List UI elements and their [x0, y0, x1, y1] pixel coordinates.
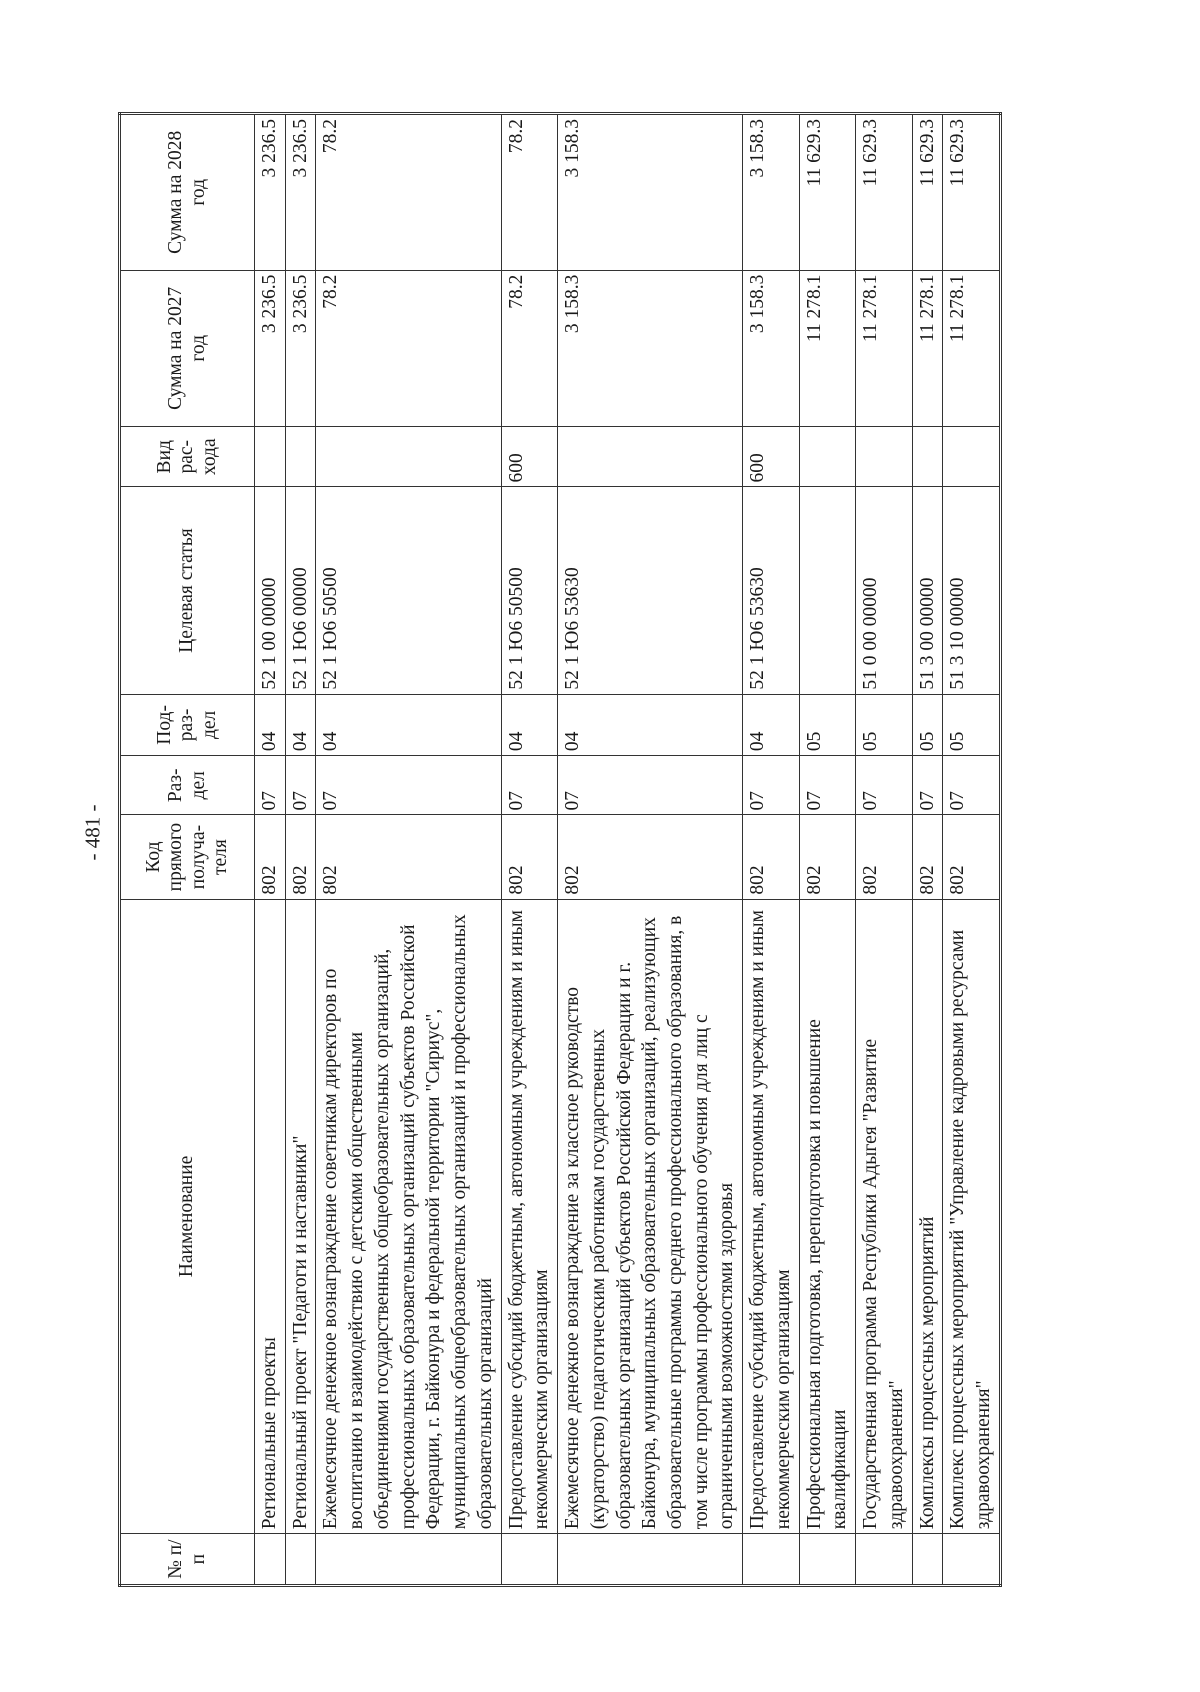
- cell-razdel: 07: [501, 756, 557, 815]
- cell-np: [943, 1534, 1000, 1586]
- cell-name: Ежемесячное денежное вознаграждение советникам директоров по воспитанию и взаимодействию с детскими общественными объединениями государственных общеобразовательных организаций, профессиональных образовательных организаций субъектов Российской Федерации, г. Байконура и федеральной территории "Сириус", муниципальных общеобразовательных организаций и профессиональных образовательных организаций: [316, 899, 501, 1534]
- cell-celevaya: 52 1 Ю6 00000: [285, 487, 316, 694]
- cell-np: [558, 1534, 743, 1586]
- cell-name: Предоставление субсидий бюджетным, автономным учреждениям и иным некоммерческим организациям: [501, 899, 557, 1534]
- cell-podrazdel: 05: [856, 694, 912, 756]
- cell-sum2028: 78.2: [501, 114, 557, 271]
- cell-sum2028: 3 158.3: [743, 114, 799, 271]
- cell-celevaya: 51 0 00 00000: [856, 487, 912, 694]
- cell-name: Региональные проекты: [255, 899, 286, 1534]
- budget-table: [118, 112, 1002, 1587]
- cell-podrazdel: 05: [912, 694, 943, 756]
- cell-razdel: 07: [943, 756, 1000, 815]
- table-header-row: [120, 114, 255, 1586]
- cell-razdel: 07: [316, 756, 501, 815]
- cell-podrazdel: 05: [943, 694, 1000, 756]
- cell-np: [501, 1534, 557, 1586]
- cell-name: Государственная программа Республики Адыгея "Развитие здравоохранения": [856, 899, 912, 1534]
- table-row: [255, 114, 286, 1586]
- header-celevaya: Целевая статья: [120, 487, 255, 694]
- cell-name: Региональный проект "Педагоги и наставники": [285, 899, 316, 1534]
- table-body: [255, 114, 1001, 1586]
- cell-kod: 802: [558, 815, 743, 899]
- cell-sum2027: 3 236.5: [285, 270, 316, 426]
- cell-sum2028: 3 236.5: [255, 114, 286, 271]
- cell-celevaya: 52 1 Ю6 50500: [501, 487, 557, 694]
- cell-sum2027: 78.2: [501, 270, 557, 426]
- cell-razdel: 07: [912, 756, 943, 815]
- cell-kod: 802: [255, 815, 286, 899]
- cell-celevaya: 51 3 10 00000: [943, 487, 1000, 694]
- cell-kod: 802: [856, 815, 912, 899]
- cell-sum2028: 11 629.3: [799, 114, 855, 271]
- cell-kod: 802: [285, 815, 316, 899]
- cell-np: [255, 1534, 286, 1586]
- header-sum2027: Сумма на 2027 год: [120, 270, 255, 426]
- cell-podrazdel: 04: [743, 694, 799, 756]
- cell-sum2028: 3 236.5: [285, 114, 316, 271]
- cell-vid: [316, 427, 501, 487]
- table-row: [743, 114, 799, 1586]
- cell-razdel: 07: [856, 756, 912, 815]
- table-row: [943, 114, 1000, 1586]
- cell-razdel: 07: [743, 756, 799, 815]
- cell-kod: 802: [743, 815, 799, 899]
- cell-sum2027: 11 278.1: [799, 270, 855, 426]
- cell-np: [316, 1534, 501, 1586]
- cell-razdel: 07: [799, 756, 855, 815]
- cell-kod: 802: [799, 815, 855, 899]
- cell-vid: 600: [501, 427, 557, 487]
- cell-name: Предоставление субсидий бюджетным, автономным учреждениям и иным некоммерческим организациям: [743, 899, 799, 1534]
- cell-sum2028: 11 629.3: [856, 114, 912, 271]
- cell-sum2027: 3 158.3: [558, 270, 743, 426]
- cell-razdel: 07: [558, 756, 743, 815]
- table-row: [799, 114, 855, 1586]
- cell-vid: [255, 427, 286, 487]
- cell-name: Комплекс процессных мероприятий "Управление кадровыми ресурсами здравоохранения": [943, 899, 1000, 1534]
- table-row: [856, 114, 912, 1586]
- cell-podrazdel: 04: [255, 694, 286, 756]
- cell-np: [912, 1534, 943, 1586]
- cell-vid: [912, 427, 943, 487]
- table-row: [558, 114, 743, 1586]
- cell-sum2028: 78.2: [316, 114, 501, 271]
- table-row: [912, 114, 943, 1586]
- cell-sum2028: 3 158.3: [558, 114, 743, 271]
- cell-sum2027: 11 278.1: [912, 270, 943, 426]
- cell-podrazdel: 05: [799, 694, 855, 756]
- table-row: [285, 114, 316, 1586]
- cell-vid: [799, 427, 855, 487]
- cell-vid: [558, 427, 743, 487]
- page-number-wrap: [78, 0, 108, 1692]
- cell-celevaya: 52 1 Ю6 50500: [316, 487, 501, 694]
- cell-vid: [285, 427, 316, 487]
- page-number: - 481 -: [80, 804, 105, 861]
- budget-table-wrap: [118, 112, 1038, 1587]
- cell-podrazdel: 04: [285, 694, 316, 756]
- cell-razdel: 07: [285, 756, 316, 815]
- cell-celevaya: [799, 487, 855, 694]
- cell-name: Комплексы процессных мероприятий: [912, 899, 943, 1534]
- cell-sum2028: 11 629.3: [943, 114, 1000, 271]
- header-kod: Код прямого получа-теля: [120, 815, 255, 899]
- cell-sum2027: 11 278.1: [943, 270, 1000, 426]
- header-vid: Вид рас-хода: [120, 427, 255, 487]
- cell-kod: 802: [943, 815, 1000, 899]
- cell-podrazdel: 04: [316, 694, 501, 756]
- cell-sum2027: 78.2: [316, 270, 501, 426]
- header-razdel: Раз-дел: [120, 756, 255, 815]
- cell-kod: 802: [912, 815, 943, 899]
- cell-np: [799, 1534, 855, 1586]
- cell-np: [856, 1534, 912, 1586]
- cell-vid: [856, 427, 912, 487]
- cell-celevaya: 51 3 00 00000: [912, 487, 943, 694]
- header-podrazdel: Под-раз-дел: [120, 694, 255, 756]
- cell-np: [743, 1534, 799, 1586]
- table-row: [316, 114, 501, 1586]
- header-np: № п/п: [120, 1534, 255, 1586]
- cell-podrazdel: 04: [558, 694, 743, 756]
- header-sum2028: Сумма на 2028 год: [120, 114, 255, 271]
- cell-name: Профессиональная подготовка, переподготовка и повышение квалификации: [799, 899, 855, 1534]
- cell-sum2027: 11 278.1: [856, 270, 912, 426]
- table-row: [501, 114, 557, 1586]
- cell-vid: 600: [743, 427, 799, 487]
- cell-kod: 802: [501, 815, 557, 899]
- cell-sum2027: 3 158.3: [743, 270, 799, 426]
- cell-podrazdel: 04: [501, 694, 557, 756]
- cell-celevaya: 52 1 Ю6 53630: [743, 487, 799, 694]
- header-name: Наименование: [120, 899, 255, 1534]
- cell-sum2028: 11 629.3: [912, 114, 943, 271]
- cell-vid: [943, 427, 1000, 487]
- cell-np: [285, 1534, 316, 1586]
- cell-sum2027: 3 236.5: [255, 270, 286, 426]
- cell-kod: 802: [316, 815, 501, 899]
- cell-celevaya: 52 1 Ю6 53630: [558, 487, 743, 694]
- cell-celevaya: 52 1 00 00000: [255, 487, 286, 694]
- cell-name: Ежемесячное денежное вознаграждение за классное руководство (кураторство) педагогическим работникам государственных образовательных организаций субъектов Российской Федерации и г. Байконура, муниципальных образовательных организаций, реализующих образовательные программы среднего профессионального образования, в том числе программы профессионального обучения для лиц с ограниченными возможностями здоровья: [558, 899, 743, 1534]
- cell-razdel: 07: [255, 756, 286, 815]
